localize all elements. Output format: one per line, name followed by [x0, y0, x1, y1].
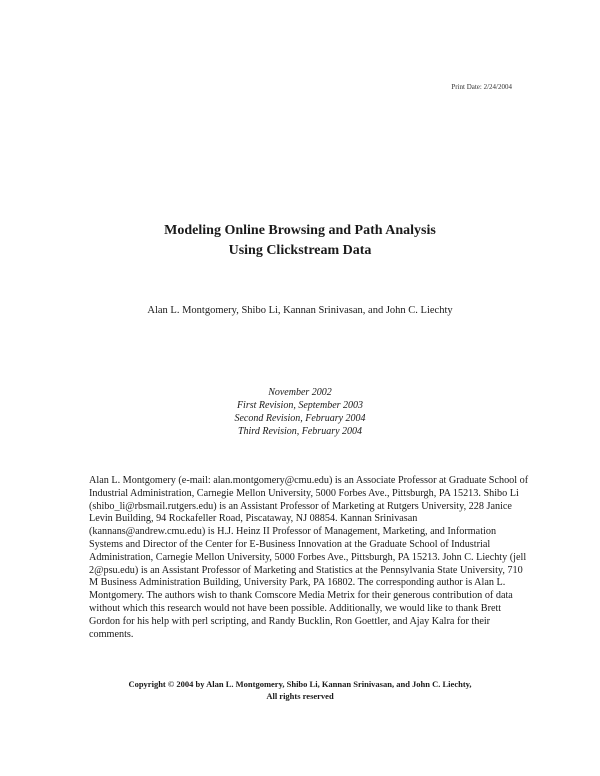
print-date: Print Date: 2/24/2004 — [451, 83, 512, 91]
revision-dates — [0, 386, 600, 438]
paper-title-line-2: Using Clickstream Data — [228, 243, 372, 258]
date-original: November 2002 — [268, 387, 332, 398]
copyright-line-2: All rights reserved — [266, 691, 334, 701]
paper-title — [0, 221, 600, 261]
copyright-notice — [0, 678, 600, 702]
date-first-revision: First Revision, September 2003 — [236, 400, 364, 411]
paper-authors: Alan L. Montgomery, Shibo Li, Kannan Srinivasan, and John C. Liechty — [147, 305, 453, 316]
author-affiliations — [89, 475, 529, 641]
copyright-line-1: Copyright © 2004 by Alan L. Montgomery, Shibo Li, Kannan Srinivasan, and John C. Liechty, — [128, 679, 472, 689]
date-third-revision: Third Revision, February 2004 — [237, 426, 363, 437]
paper-title-line-1: Modeling Online Browsing and Path Analysis — [164, 223, 436, 238]
date-second-revision: Second Revision, February 2004 — [234, 413, 366, 424]
affiliations-paragraph: Alan L. Montgomery (e-mail: alan.montgomery@cmu.edu) is an Associate Professor at Graduate School of Industrial Administration, Carnegie Mellon University, 5000 Forbes Ave., Pittsburgh, PA 15213. Shibo Li (shibo_li@rbsmail.rutgers.edu) is an Assistant Professor of Marketing at Rutgers University, 228 Janice Levin Building, 94 Rockafeller Road, Piscataway, NJ 08854. Kannan Srinivasan (kannans@andrew.cmu.edu) is H.J. Heinz II Professor of Management, Marketing, and Information Systems and Director of the Center for E-Business Innovation at the Graduate School of Industrial Administration, Carnegie Mellon University, 5000 Forbes Ave., Pittsburgh, PA 15213. John C. Liechty (jell 2@psu.edu) is an Assistant Professor of Marketing and Statistics at the Pennsylvania State University, 710 M Business Administration Building, University Park, PA 16802. The corresponding author is Alan L. Montgomery. The authors wish to thank Comscore Media Metrix for their generous contribution of data without which this research would not have been possible. Additionally, we would like to thank Brett Gordon for his help with perl scripting, and Randy Bucklin, Ron Goettler, and Ajay Kalra for their comments. — [89, 475, 529, 640]
